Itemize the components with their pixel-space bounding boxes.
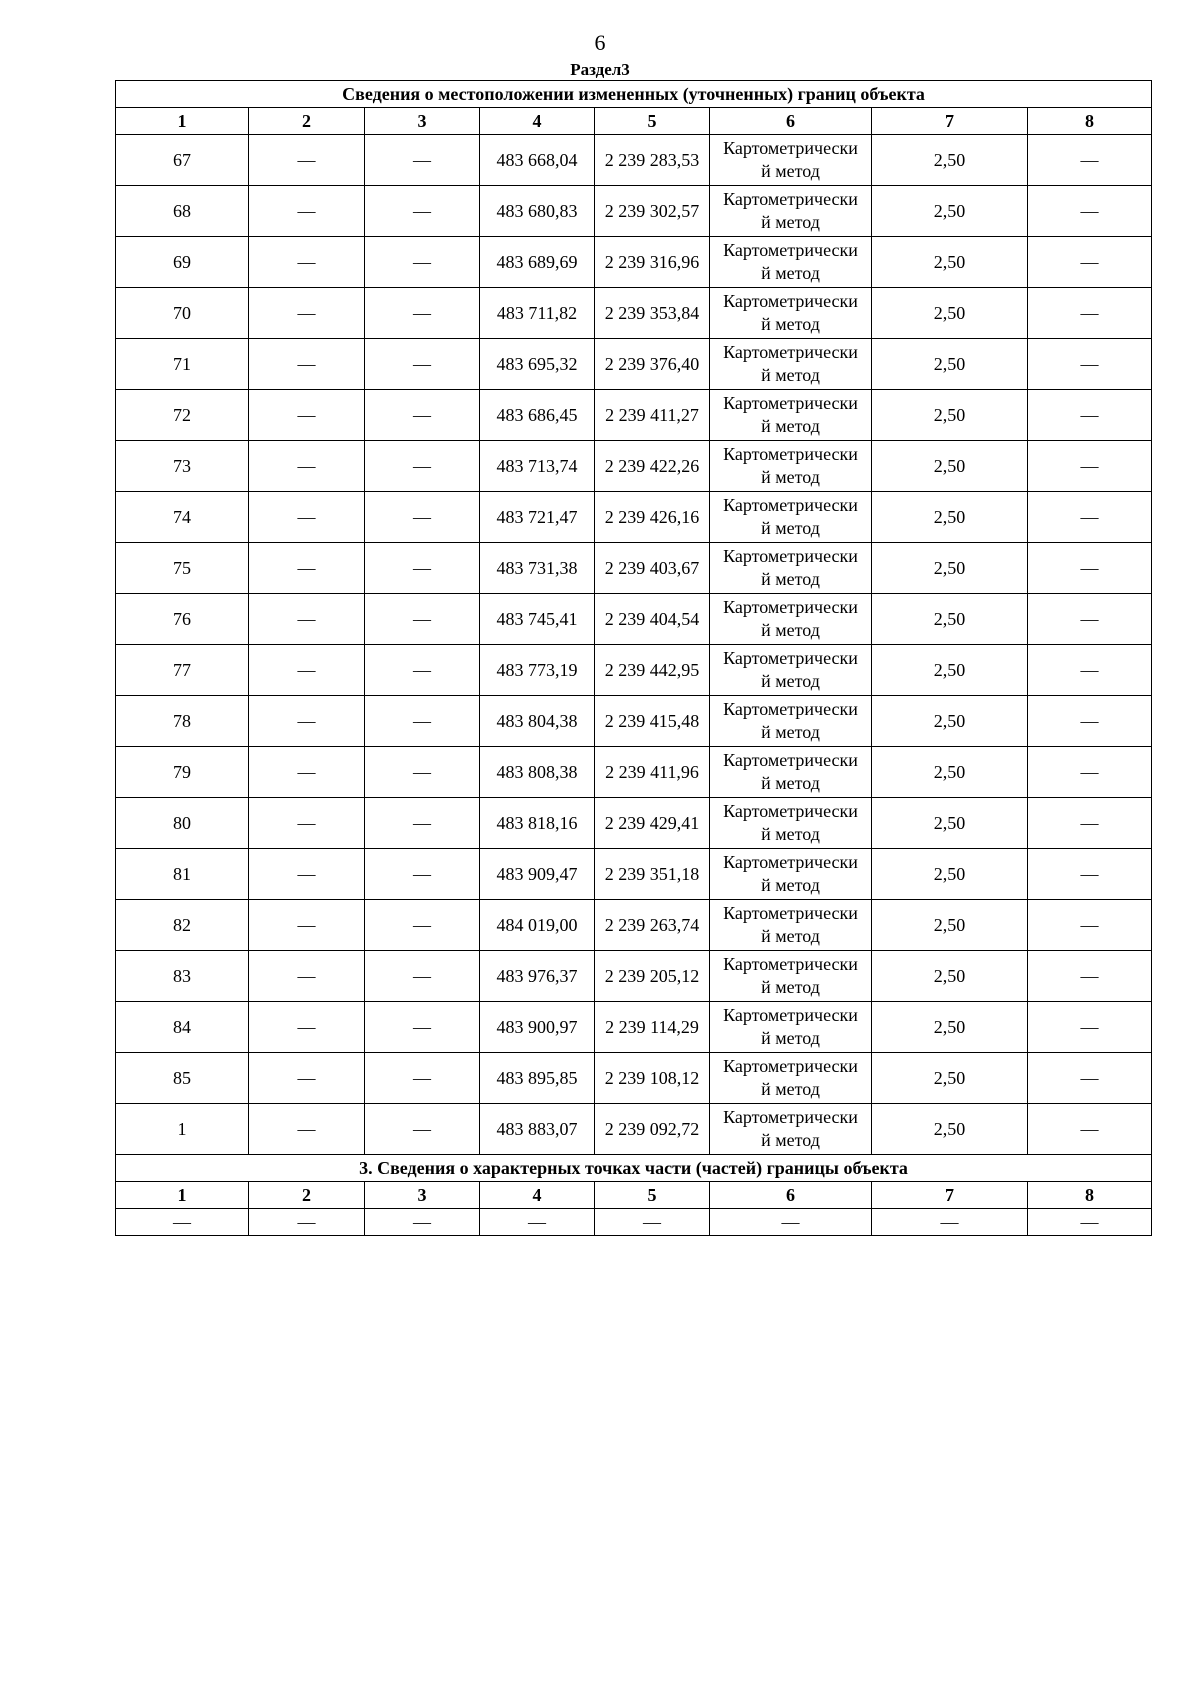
method-cell (710, 1104, 872, 1155)
method-line: й метод (761, 1130, 820, 1150)
dash-cell: — (1028, 900, 1152, 951)
coordinates-table (115, 80, 1152, 1236)
y-coordinate-cell: 2 239 422,26 (595, 441, 710, 492)
method-line: й метод (761, 467, 820, 487)
column-header: 2 (249, 108, 365, 135)
method-cell (710, 696, 872, 747)
method-cell (710, 390, 872, 441)
dash-cell: — (365, 645, 480, 696)
dash-cell: — (249, 798, 365, 849)
method-line: й метод (761, 518, 820, 538)
dash-cell: — (1028, 135, 1152, 186)
method-line: й метод (761, 161, 820, 181)
point-number-cell: 74 (116, 492, 249, 543)
dash-cell: — (249, 1053, 365, 1104)
method-cell (710, 1002, 872, 1053)
dash-cell: — (1028, 186, 1152, 237)
column-header: 5 (595, 108, 710, 135)
point-number-cell: 76 (116, 594, 249, 645)
empty-cell: — (365, 1209, 480, 1236)
x-coordinate-cell: 483 731,38 (480, 543, 595, 594)
dash-cell: — (249, 951, 365, 1002)
method-line: й метод (761, 416, 820, 436)
dash-cell: — (1028, 747, 1152, 798)
dash-cell: — (365, 186, 480, 237)
x-coordinate-cell: 483 883,07 (480, 1104, 595, 1155)
table-row (116, 951, 1152, 1002)
dash-cell: — (249, 849, 365, 900)
column-header: 7 (872, 1182, 1028, 1209)
table-row (116, 492, 1152, 543)
method-cell (710, 900, 872, 951)
dash-cell: — (365, 594, 480, 645)
dash-cell: — (1028, 390, 1152, 441)
table-row (116, 441, 1152, 492)
dash-cell: — (1028, 237, 1152, 288)
point-number-cell: 72 (116, 390, 249, 441)
method-line: й метод (761, 365, 820, 385)
x-coordinate-cell: 483 695,32 (480, 339, 595, 390)
table-row (116, 1053, 1152, 1104)
table-row (116, 849, 1152, 900)
table-row (116, 798, 1152, 849)
dash-cell: — (249, 186, 365, 237)
dash-cell: — (249, 696, 365, 747)
method-line: Картометрически (723, 495, 858, 515)
method-cell (710, 798, 872, 849)
method-line: й метод (761, 671, 820, 691)
dash-cell: — (1028, 594, 1152, 645)
x-coordinate-cell: 483 773,19 (480, 645, 595, 696)
dash-cell: — (1028, 1104, 1152, 1155)
y-coordinate-cell: 2 239 429,41 (595, 798, 710, 849)
point-number-cell: 78 (116, 696, 249, 747)
method-cell (710, 186, 872, 237)
method-line: й метод (761, 263, 820, 283)
dash-cell: — (249, 441, 365, 492)
point-number-cell: 83 (116, 951, 249, 1002)
x-coordinate-cell: 483 686,45 (480, 390, 595, 441)
method-cell (710, 849, 872, 900)
table-row (116, 390, 1152, 441)
dash-cell: — (365, 492, 480, 543)
column-header: 1 (116, 108, 249, 135)
accuracy-cell: 2,50 (872, 135, 1028, 186)
accuracy-cell: 2,50 (872, 186, 1028, 237)
x-coordinate-cell: 483 689,69 (480, 237, 595, 288)
accuracy-cell: 2,50 (872, 1104, 1028, 1155)
page-number: 6 (594, 30, 606, 55)
y-coordinate-cell: 2 239 404,54 (595, 594, 710, 645)
x-coordinate-cell: 483 818,16 (480, 798, 595, 849)
x-coordinate-cell: 483 713,74 (480, 441, 595, 492)
accuracy-cell: 2,50 (872, 339, 1028, 390)
x-coordinate-cell: 483 668,04 (480, 135, 595, 186)
method-line: Картометрически (723, 852, 858, 872)
accuracy-cell: 2,50 (872, 798, 1028, 849)
empty-cell: — (480, 1209, 595, 1236)
empty-cell: — (872, 1209, 1028, 1236)
dash-cell: — (365, 1104, 480, 1155)
point-number-cell: 84 (116, 1002, 249, 1053)
dash-cell: — (1028, 798, 1152, 849)
table-row (116, 1002, 1152, 1053)
method-line: Картометрически (723, 699, 858, 719)
dash-cell: — (249, 543, 365, 594)
column-header: 2 (249, 1182, 365, 1209)
point-number-cell: 71 (116, 339, 249, 390)
point-number-cell: 73 (116, 441, 249, 492)
x-coordinate-cell: 483 680,83 (480, 186, 595, 237)
point-number-cell: 69 (116, 237, 249, 288)
dash-cell: — (365, 1002, 480, 1053)
point-number-cell: 1 (116, 1104, 249, 1155)
method-line: й метод (761, 977, 820, 997)
table-row (116, 645, 1152, 696)
dash-cell: — (249, 900, 365, 951)
method-line: й метод (761, 926, 820, 946)
method-line: Картометрически (723, 444, 858, 464)
dash-cell: — (1028, 696, 1152, 747)
y-coordinate-cell: 2 239 442,95 (595, 645, 710, 696)
point-number-cell: 82 (116, 900, 249, 951)
accuracy-cell: 2,50 (872, 390, 1028, 441)
table-body (116, 81, 1152, 1236)
column-header: 8 (1028, 108, 1152, 135)
table-row (116, 543, 1152, 594)
x-coordinate-cell: 484 019,00 (480, 900, 595, 951)
dash-cell: — (249, 339, 365, 390)
x-coordinate-cell: 483 721,47 (480, 492, 595, 543)
method-line: Картометрически (723, 903, 858, 923)
y-coordinate-cell: 2 239 411,27 (595, 390, 710, 441)
column-header: 3 (365, 1182, 480, 1209)
dash-cell: — (365, 135, 480, 186)
y-coordinate-cell: 2 239 415,48 (595, 696, 710, 747)
accuracy-cell: 2,50 (872, 1053, 1028, 1104)
method-cell (710, 1053, 872, 1104)
dash-cell: — (249, 1002, 365, 1053)
column-header: 4 (480, 1182, 595, 1209)
point-number-cell: 85 (116, 1053, 249, 1104)
section-title: Раздел3 (570, 60, 630, 79)
method-line: Картометрически (723, 138, 858, 158)
column-header: 5 (595, 1182, 710, 1209)
dash-cell: — (365, 951, 480, 1002)
dash-cell: — (365, 747, 480, 798)
dash-cell: — (249, 492, 365, 543)
table-row (116, 186, 1152, 237)
accuracy-cell: 2,50 (872, 1002, 1028, 1053)
method-cell (710, 951, 872, 1002)
accuracy-cell: 2,50 (872, 594, 1028, 645)
dash-cell: — (1028, 645, 1152, 696)
y-coordinate-cell: 2 239 351,18 (595, 849, 710, 900)
dash-cell: — (249, 135, 365, 186)
table-row (116, 900, 1152, 951)
dash-cell: — (365, 798, 480, 849)
empty-cell: — (116, 1209, 249, 1236)
y-coordinate-cell: 2 239 426,16 (595, 492, 710, 543)
y-coordinate-cell: 2 239 302,57 (595, 186, 710, 237)
method-line: Картометрически (723, 1107, 858, 1127)
point-number-cell: 80 (116, 798, 249, 849)
point-number-cell: 68 (116, 186, 249, 237)
method-line: Картометрически (723, 597, 858, 617)
column-header: 1 (116, 1182, 249, 1209)
method-line: Картометрически (723, 801, 858, 821)
dash-cell: — (249, 1104, 365, 1155)
method-cell (710, 237, 872, 288)
method-cell (710, 288, 872, 339)
point-number-cell: 70 (116, 288, 249, 339)
empty-cell: — (249, 1209, 365, 1236)
accuracy-cell: 2,50 (872, 543, 1028, 594)
y-coordinate-cell: 2 239 092,72 (595, 1104, 710, 1155)
method-line: й метод (761, 212, 820, 232)
method-line: й метод (761, 875, 820, 895)
table-row (116, 339, 1152, 390)
x-coordinate-cell: 483 895,85 (480, 1053, 595, 1104)
method-cell (710, 492, 872, 543)
dash-cell: — (1028, 849, 1152, 900)
method-line: й метод (761, 1079, 820, 1099)
method-line: Картометрически (723, 750, 858, 770)
dash-cell: — (1028, 951, 1152, 1002)
method-line: Картометрически (723, 546, 858, 566)
table-row (116, 1104, 1152, 1155)
accuracy-cell: 2,50 (872, 645, 1028, 696)
parts-table-caption: 3. Сведения о характерных точках части (частей) границы объекта (116, 1155, 1152, 1182)
dash-cell: — (249, 747, 365, 798)
dash-cell: — (1028, 288, 1152, 339)
dash-cell: — (1028, 339, 1152, 390)
method-line: Картометрически (723, 954, 858, 974)
method-line: й метод (761, 824, 820, 844)
dash-cell: — (1028, 1053, 1152, 1104)
parts-empty-row (116, 1209, 1152, 1236)
y-coordinate-cell: 2 239 263,74 (595, 900, 710, 951)
table-row (116, 594, 1152, 645)
method-line: Картометрически (723, 189, 858, 209)
method-line: й метод (761, 569, 820, 589)
y-coordinate-cell: 2 239 283,53 (595, 135, 710, 186)
method-line: Картометрически (723, 1005, 858, 1025)
dash-cell: — (249, 237, 365, 288)
method-cell (710, 441, 872, 492)
dash-cell: — (249, 594, 365, 645)
accuracy-cell: 2,50 (872, 951, 1028, 1002)
dash-cell: — (1028, 441, 1152, 492)
dash-cell: — (1028, 492, 1152, 543)
method-line: й метод (761, 722, 820, 742)
column-header-row (116, 108, 1152, 135)
method-line: Картометрически (723, 342, 858, 362)
empty-cell: — (595, 1209, 710, 1236)
dash-cell: — (249, 390, 365, 441)
method-line: й метод (761, 1028, 820, 1048)
method-cell (710, 339, 872, 390)
dash-cell: — (249, 645, 365, 696)
column-header: 4 (480, 108, 595, 135)
dash-cell: — (365, 900, 480, 951)
accuracy-cell: 2,50 (872, 492, 1028, 543)
method-cell (710, 135, 872, 186)
y-coordinate-cell: 2 239 411,96 (595, 747, 710, 798)
empty-cell: — (1028, 1209, 1152, 1236)
dash-cell: — (365, 339, 480, 390)
accuracy-cell: 2,50 (872, 849, 1028, 900)
method-line: й метод (761, 314, 820, 334)
method-cell (710, 594, 872, 645)
dash-cell: — (249, 288, 365, 339)
method-line: Картометрически (723, 240, 858, 260)
dash-cell: — (1028, 543, 1152, 594)
y-coordinate-cell: 2 239 108,12 (595, 1053, 710, 1104)
method-cell (710, 543, 872, 594)
table-row (116, 288, 1152, 339)
x-coordinate-cell: 483 711,82 (480, 288, 595, 339)
accuracy-cell: 2,50 (872, 441, 1028, 492)
dash-cell: — (365, 390, 480, 441)
point-number-cell: 81 (116, 849, 249, 900)
x-coordinate-cell: 483 804,38 (480, 696, 595, 747)
y-coordinate-cell: 2 239 403,67 (595, 543, 710, 594)
table-row (116, 696, 1152, 747)
accuracy-cell: 2,50 (872, 747, 1028, 798)
column-header: 6 (710, 108, 872, 135)
method-cell (710, 645, 872, 696)
accuracy-cell: 2,50 (872, 696, 1028, 747)
point-number-cell: 79 (116, 747, 249, 798)
table-row (116, 135, 1152, 186)
x-coordinate-cell: 483 976,37 (480, 951, 595, 1002)
y-coordinate-cell: 2 239 376,40 (595, 339, 710, 390)
y-coordinate-cell: 2 239 316,96 (595, 237, 710, 288)
column-header: 7 (872, 108, 1028, 135)
x-coordinate-cell: 483 745,41 (480, 594, 595, 645)
x-coordinate-cell: 483 900,97 (480, 1002, 595, 1053)
table-row (116, 237, 1152, 288)
dash-cell: — (365, 1053, 480, 1104)
y-coordinate-cell: 2 239 205,12 (595, 951, 710, 1002)
point-number-cell: 67 (116, 135, 249, 186)
accuracy-cell: 2,50 (872, 237, 1028, 288)
dash-cell: — (365, 441, 480, 492)
accuracy-cell: 2,50 (872, 900, 1028, 951)
point-number-cell: 75 (116, 543, 249, 594)
method-cell (710, 747, 872, 798)
y-coordinate-cell: 2 239 114,29 (595, 1002, 710, 1053)
column-header: 3 (365, 108, 480, 135)
column-header: 6 (710, 1182, 872, 1209)
method-line: й метод (761, 773, 820, 793)
parts-header-row (116, 1182, 1152, 1209)
dash-cell: — (365, 237, 480, 288)
x-coordinate-cell: 483 808,38 (480, 747, 595, 798)
point-number-cell: 77 (116, 645, 249, 696)
dash-cell: — (1028, 1002, 1152, 1053)
method-line: Картометрически (723, 1056, 858, 1076)
accuracy-cell: 2,50 (872, 288, 1028, 339)
table-row (116, 747, 1152, 798)
method-line: Картометрически (723, 291, 858, 311)
method-line: й метод (761, 620, 820, 640)
method-line: Картометрически (723, 393, 858, 413)
dash-cell: — (365, 849, 480, 900)
y-coordinate-cell: 2 239 353,84 (595, 288, 710, 339)
column-header: 8 (1028, 1182, 1152, 1209)
method-line: Картометрически (723, 648, 858, 668)
table-caption: Сведения о местоположении измененных (уточненных) границ объекта (116, 81, 1152, 108)
empty-cell: — (710, 1209, 872, 1236)
dash-cell: — (365, 543, 480, 594)
dash-cell: — (365, 288, 480, 339)
dash-cell: — (365, 696, 480, 747)
x-coordinate-cell: 483 909,47 (480, 849, 595, 900)
